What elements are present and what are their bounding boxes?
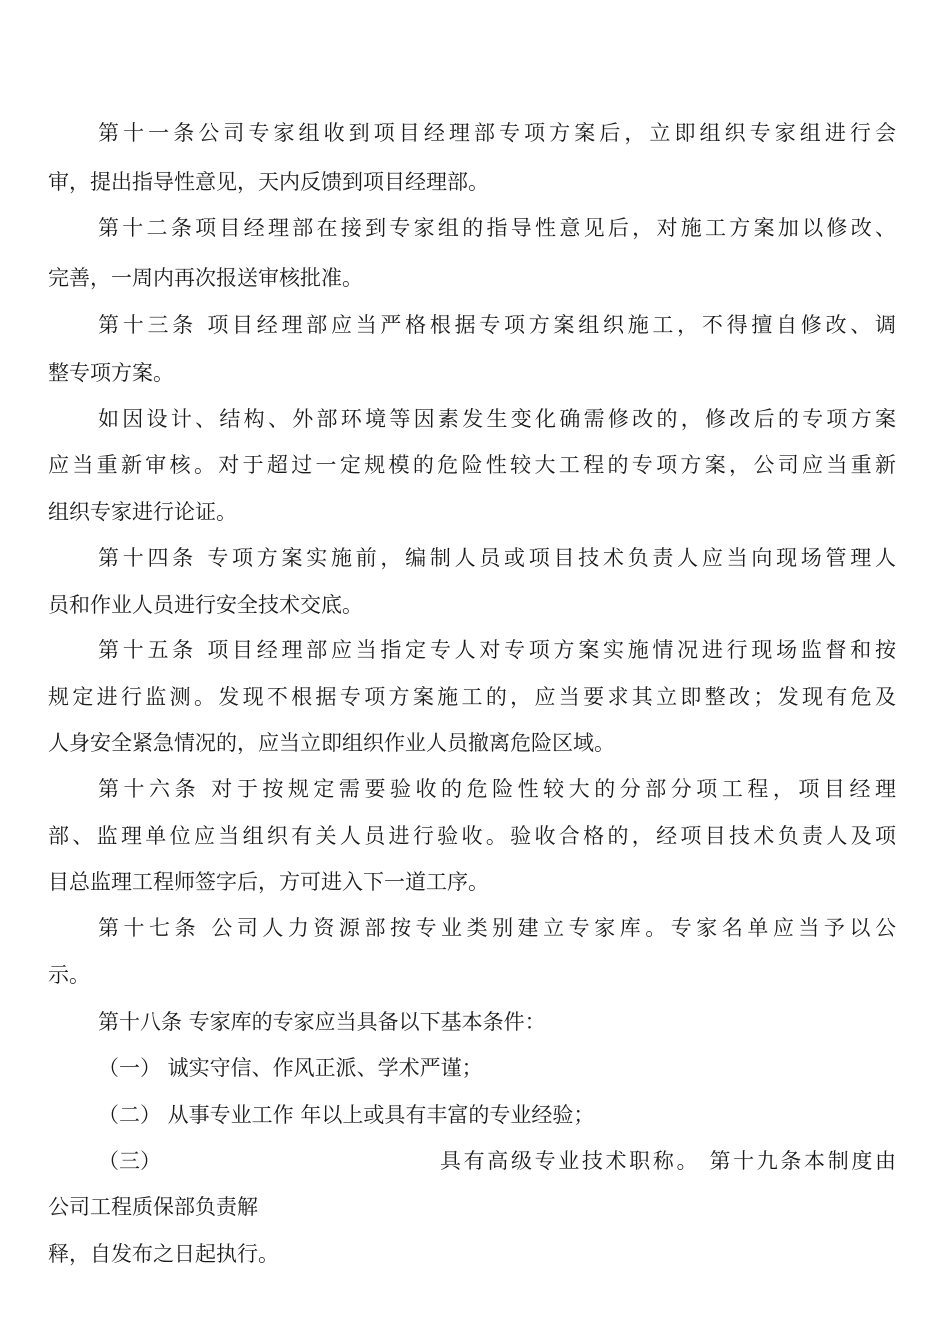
article-17-line-1: 第十七条 公司人力资源部按专业类别建立专家库。专家名单应当予以公	[98, 916, 896, 940]
article-12-line-1: 第十二条项目经理部在接到专家组的指导性意见后，对施工方案加以修改、	[98, 216, 896, 240]
condition-2: （二） 从事专业工作 年以上或具有丰富的专业经验；	[98, 1103, 595, 1127]
article-15-line-2: 规定进行监测。发现不根据专项方案施工的，应当要求其立即整改；发现有危及	[48, 685, 896, 709]
article-11-line-1: 第十一条公司专家组收到项目经理部专项方案后，立即组织专家组进行会	[98, 121, 896, 145]
article-18-heading: 第十八条 专家库的专家应当具备以下基本条件：	[98, 1010, 546, 1034]
article-13-line-1: 第十三条 项目经理部应当严格根据专项方案组织施工，不得擅自修改、调	[98, 313, 896, 337]
article-16-line-1: 第十六条 对于按规定需要验收的危险性较大的分部分项工程，项目经理	[98, 777, 896, 801]
article-14-line-2: 员和作业人员进行安全技术交底。	[48, 593, 363, 617]
article-12-line-2: 完善，一周内再次报送审核批准。	[48, 266, 363, 290]
article-16-line-3: 目总监理工程师签字后，方可进入下一道工序。	[48, 870, 489, 894]
article-17-line-2: 示。	[48, 963, 90, 987]
condition-3-text: 具有高级专业技术职称。 第十九条本制度由	[440, 1149, 896, 1173]
article-14-line-1: 第十四条 专项方案实施前，编制人员或项目技术负责人应当向现场管理人	[98, 546, 896, 570]
condition-1: （一） 诚实守信、作风正派、学术严谨；	[98, 1056, 483, 1080]
article-13-line-2: 整专项方案。	[48, 361, 174, 385]
article-16-line-2: 部、监理单位应当组织有关人员进行验收。验收合格的，经项目技术负责人及项	[48, 824, 896, 848]
condition-3-marker: （三）	[98, 1149, 161, 1173]
article-13-para2-line-2: 应当重新审核。对于超过一定规模的危险性较大工程的专项方案，公司应当重新	[48, 453, 896, 477]
article-15-line-3: 人身安全紧急情况的，应当立即组织作业人员撤离危险区域。	[48, 731, 615, 755]
article-19-line-3: 释，自发布之日起执行。	[48, 1242, 279, 1266]
article-11-line-2: 审，提出指导性意见，天内反馈到项目经理部。	[48, 170, 489, 194]
article-13-para2-line-3: 组织专家进行论证。	[48, 500, 237, 524]
article-13-para2-line-1: 如因设计、结构、外部环境等因素发生变化确需修改的，修改后的专项方案	[98, 407, 896, 431]
article-19-line-2: 公司工程质保部负责解	[48, 1195, 258, 1219]
article-15-line-1: 第十五条 项目经理部应当指定专人对专项方案实施情况进行现场监督和按	[98, 638, 896, 662]
